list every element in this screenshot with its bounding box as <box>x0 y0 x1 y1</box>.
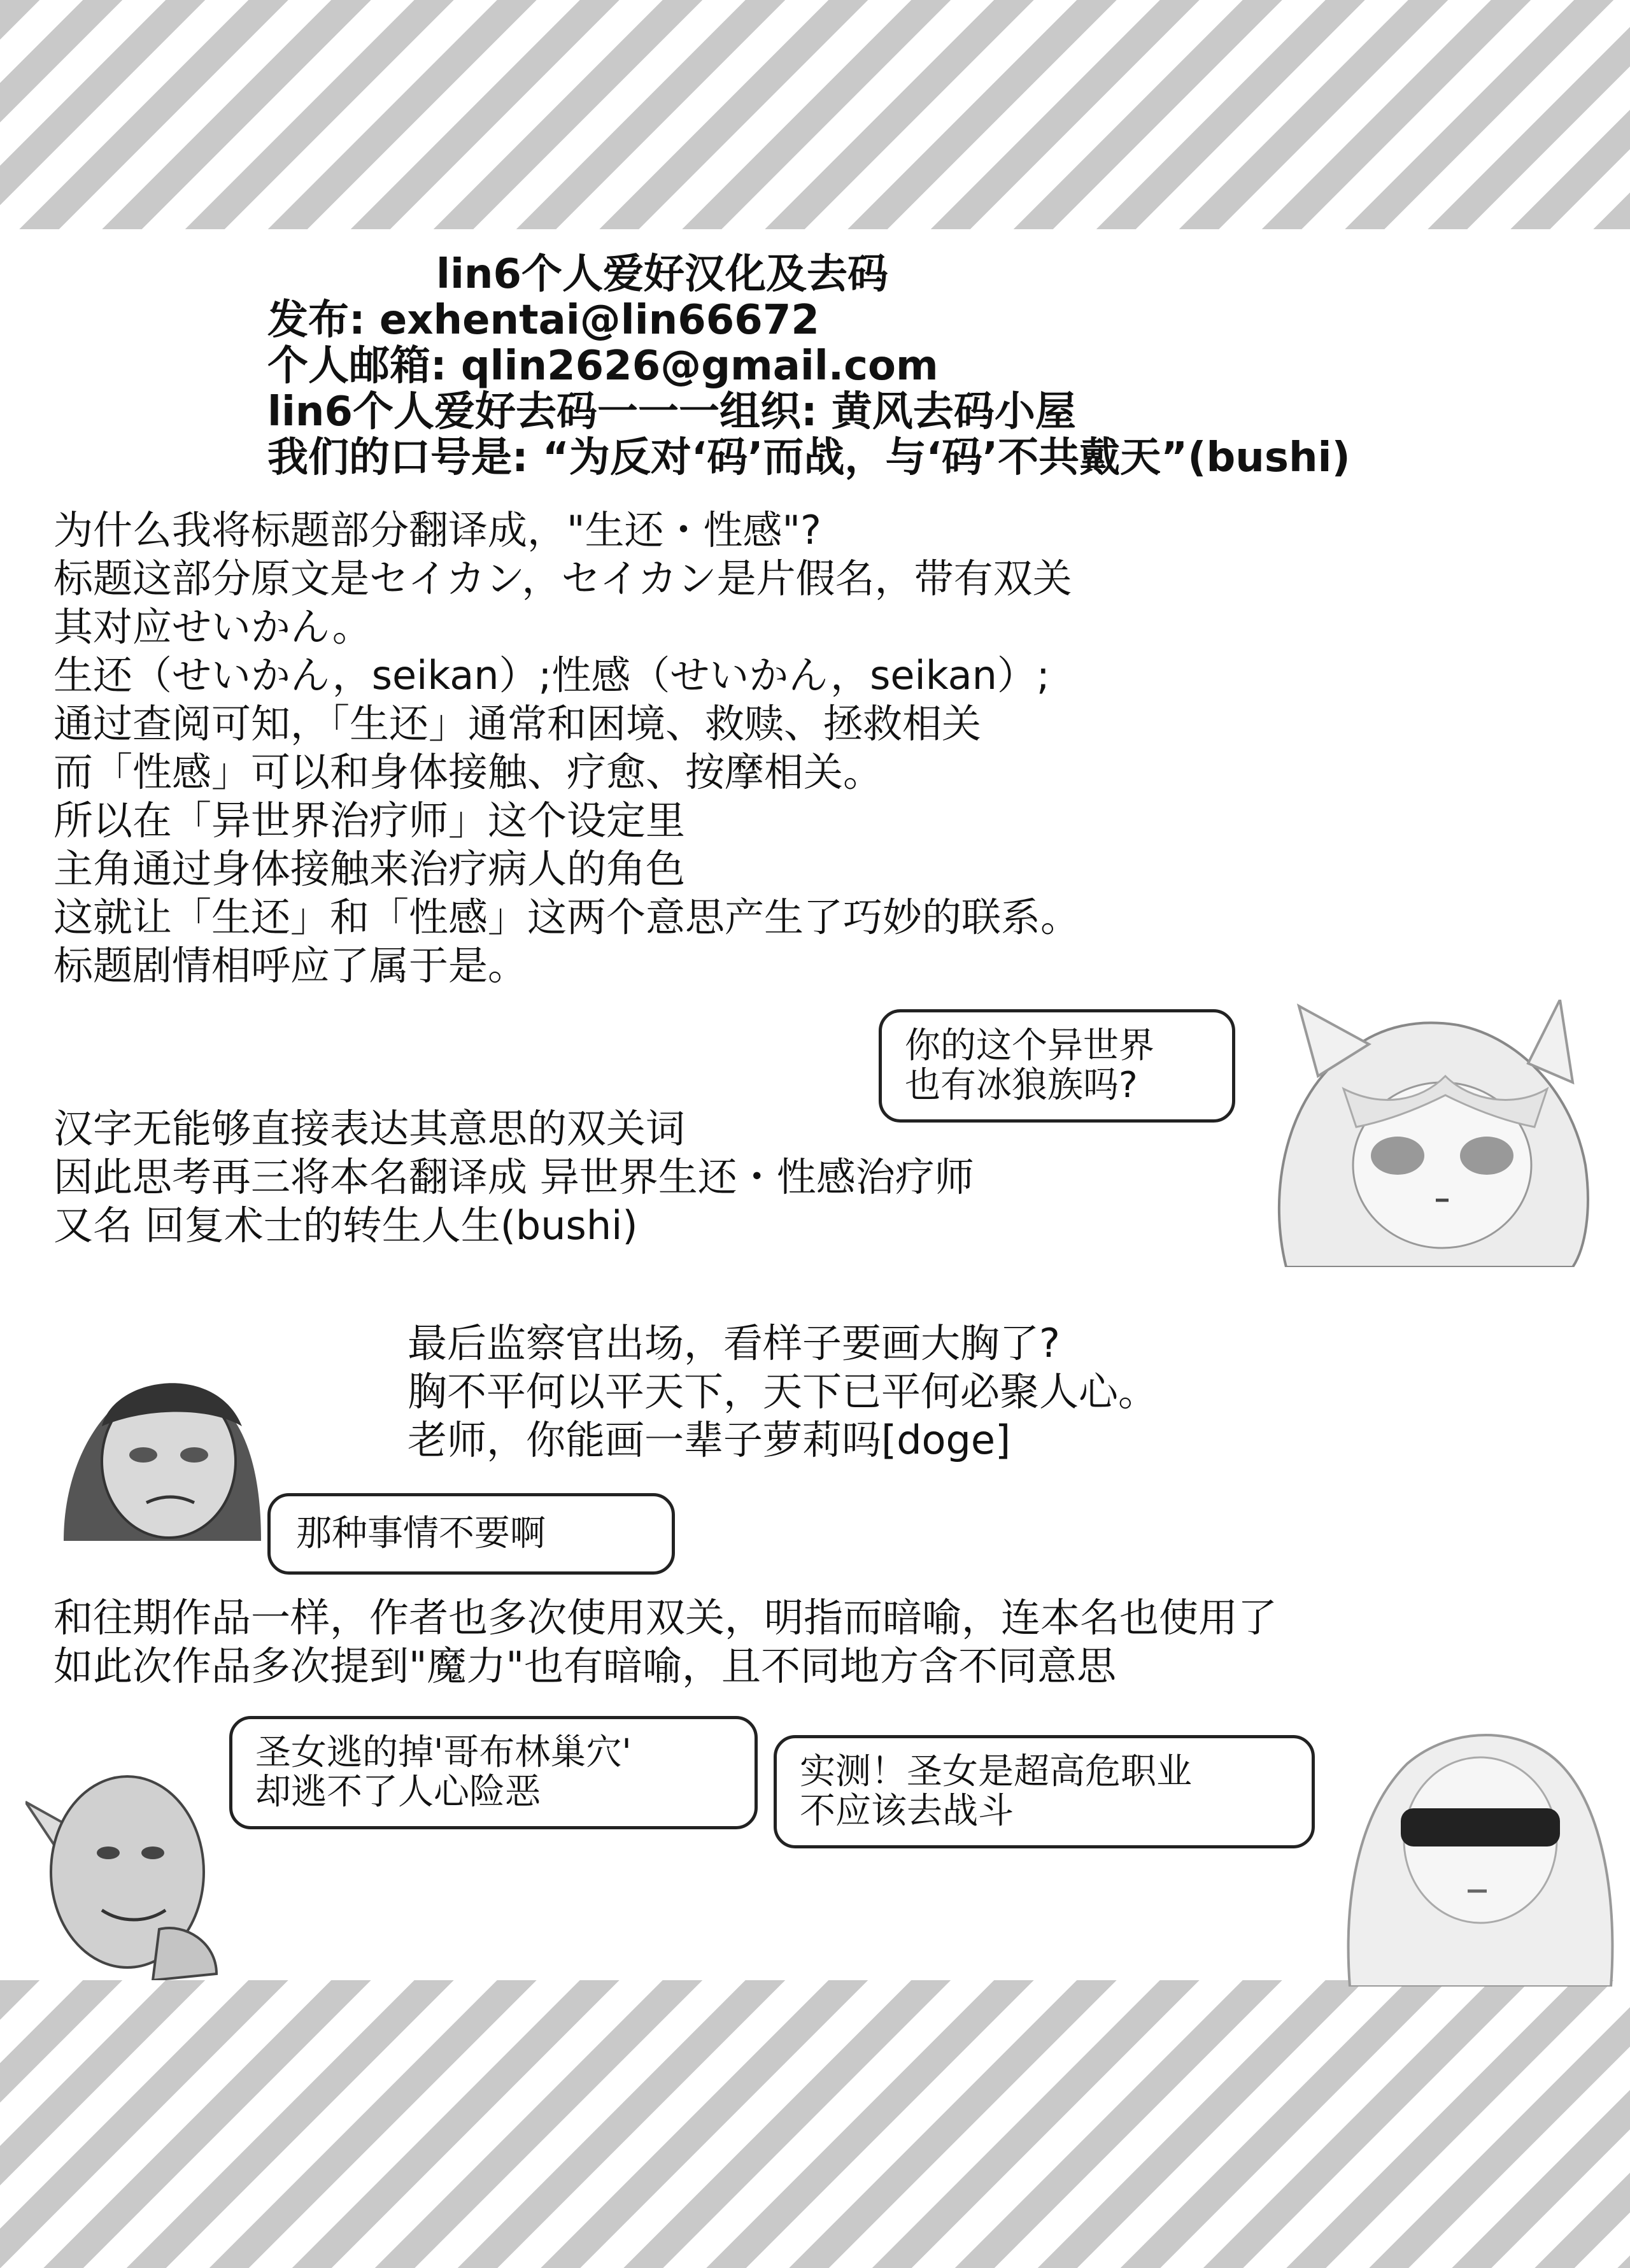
text-line: 主角通过身体接触来治疗病人的角色 <box>53 846 686 892</box>
blindfolded-saint-illustration <box>1331 1713 1617 1987</box>
wolf-speech-bubble <box>879 1009 1235 1123</box>
translation-note-paragraph <box>53 1105 974 1250</box>
text-line: 老师，你能画一辈子萝莉吗[doge] <box>408 1417 1011 1463</box>
bubble-line: 你的这个异世界 <box>905 1025 1154 1067</box>
text-line: 这就让「生还」和「性感」这两个意思产生了巧妙的联系。 <box>53 894 1081 940</box>
text-line: 为什么我将标题部分翻译成，"生还・性感"? <box>53 507 821 553</box>
credits-email: 个人邮箱: qlin2626@gmail.com <box>267 343 939 390</box>
text-line: 而「性感」可以和身体接触、疗愈、按摩相关。 <box>53 749 883 795</box>
bubble-line: 圣女逃的掉'哥布林巢穴' <box>255 1732 632 1773</box>
text-line: 和往期作品一样，作者也多次使用双关，明指而暗喻，连本名也使用了 <box>53 1594 1278 1641</box>
text-line: 最后监察官出场，看样子要画大胸了? <box>408 1320 1060 1366</box>
goblin-speech-bubble <box>229 1716 758 1829</box>
bubble-line: 却逃不了人心险恶 <box>255 1771 541 1813</box>
bubble-line: 也有冰狼族吗? <box>905 1065 1138 1106</box>
text-line: 汉字无能够直接表达其意思的双关词 <box>53 1105 686 1152</box>
text-line: 其对应せいかん。 <box>53 604 372 650</box>
text-line: 生还（せいかん，seikan）;性感（せいかん，seikan）; <box>53 652 1050 698</box>
wolf-girl-illustration <box>1229 1000 1611 1267</box>
bubble-line: 不应该去战斗 <box>800 1790 1014 1832</box>
text-line: 所以在「异世界治疗师」这个设定里 <box>53 797 686 844</box>
text-line: 如此次作品多次提到"魔力"也有暗喻，且不同地方含不同意思 <box>53 1643 1117 1689</box>
crying-man-illustration <box>51 1350 267 1541</box>
bubble-line: 那种事情不要啊 <box>296 1513 546 1554</box>
saint-speech-bubble <box>774 1735 1315 1848</box>
text-line: 胸不平何以平天下，天下已平何必聚人心。 <box>408 1368 1158 1415</box>
man-speech-bubble <box>267 1493 675 1575</box>
striped-border-bottom <box>0 1980 1630 2268</box>
bubble-line: 实测！圣女是超高危职业 <box>800 1751 1192 1792</box>
text-line: 通过查阅可知，「生还」通常和困境、救赎、拯救相关 <box>53 700 982 747</box>
commentary-paragraph <box>408 1319 1158 1464</box>
credits-block <box>267 252 1350 481</box>
striped-border-top <box>0 0 1630 229</box>
text-line: 标题这部分原文是セイカン，セイカン是片假名，带有双关 <box>53 555 1072 602</box>
explanation-paragraph <box>53 506 1080 990</box>
credits-slogan: 我们的口号是: “为反对‘码’而战，与‘码’不共戴天”(bushi) <box>267 434 1350 481</box>
text-line: 因此思考再三将本名翻译成 异世界生还・性感治疗师 <box>53 1154 974 1200</box>
credits-org: lin6个人爱好去码一一一组织: 黄风去码小屋 <box>267 388 1076 436</box>
text-line: 又名 回复术士的转生人生(bushi) <box>53 1202 638 1249</box>
credits-publish: 发布: exhentai@lin66672 <box>267 297 819 344</box>
credits-title: lin6个人爱好汉化及去码 <box>436 251 888 298</box>
summary-paragraph <box>53 1594 1277 1690</box>
goblin-illustration <box>25 1764 229 1980</box>
text-line: 标题剧情相呼应了属于是。 <box>53 942 528 989</box>
